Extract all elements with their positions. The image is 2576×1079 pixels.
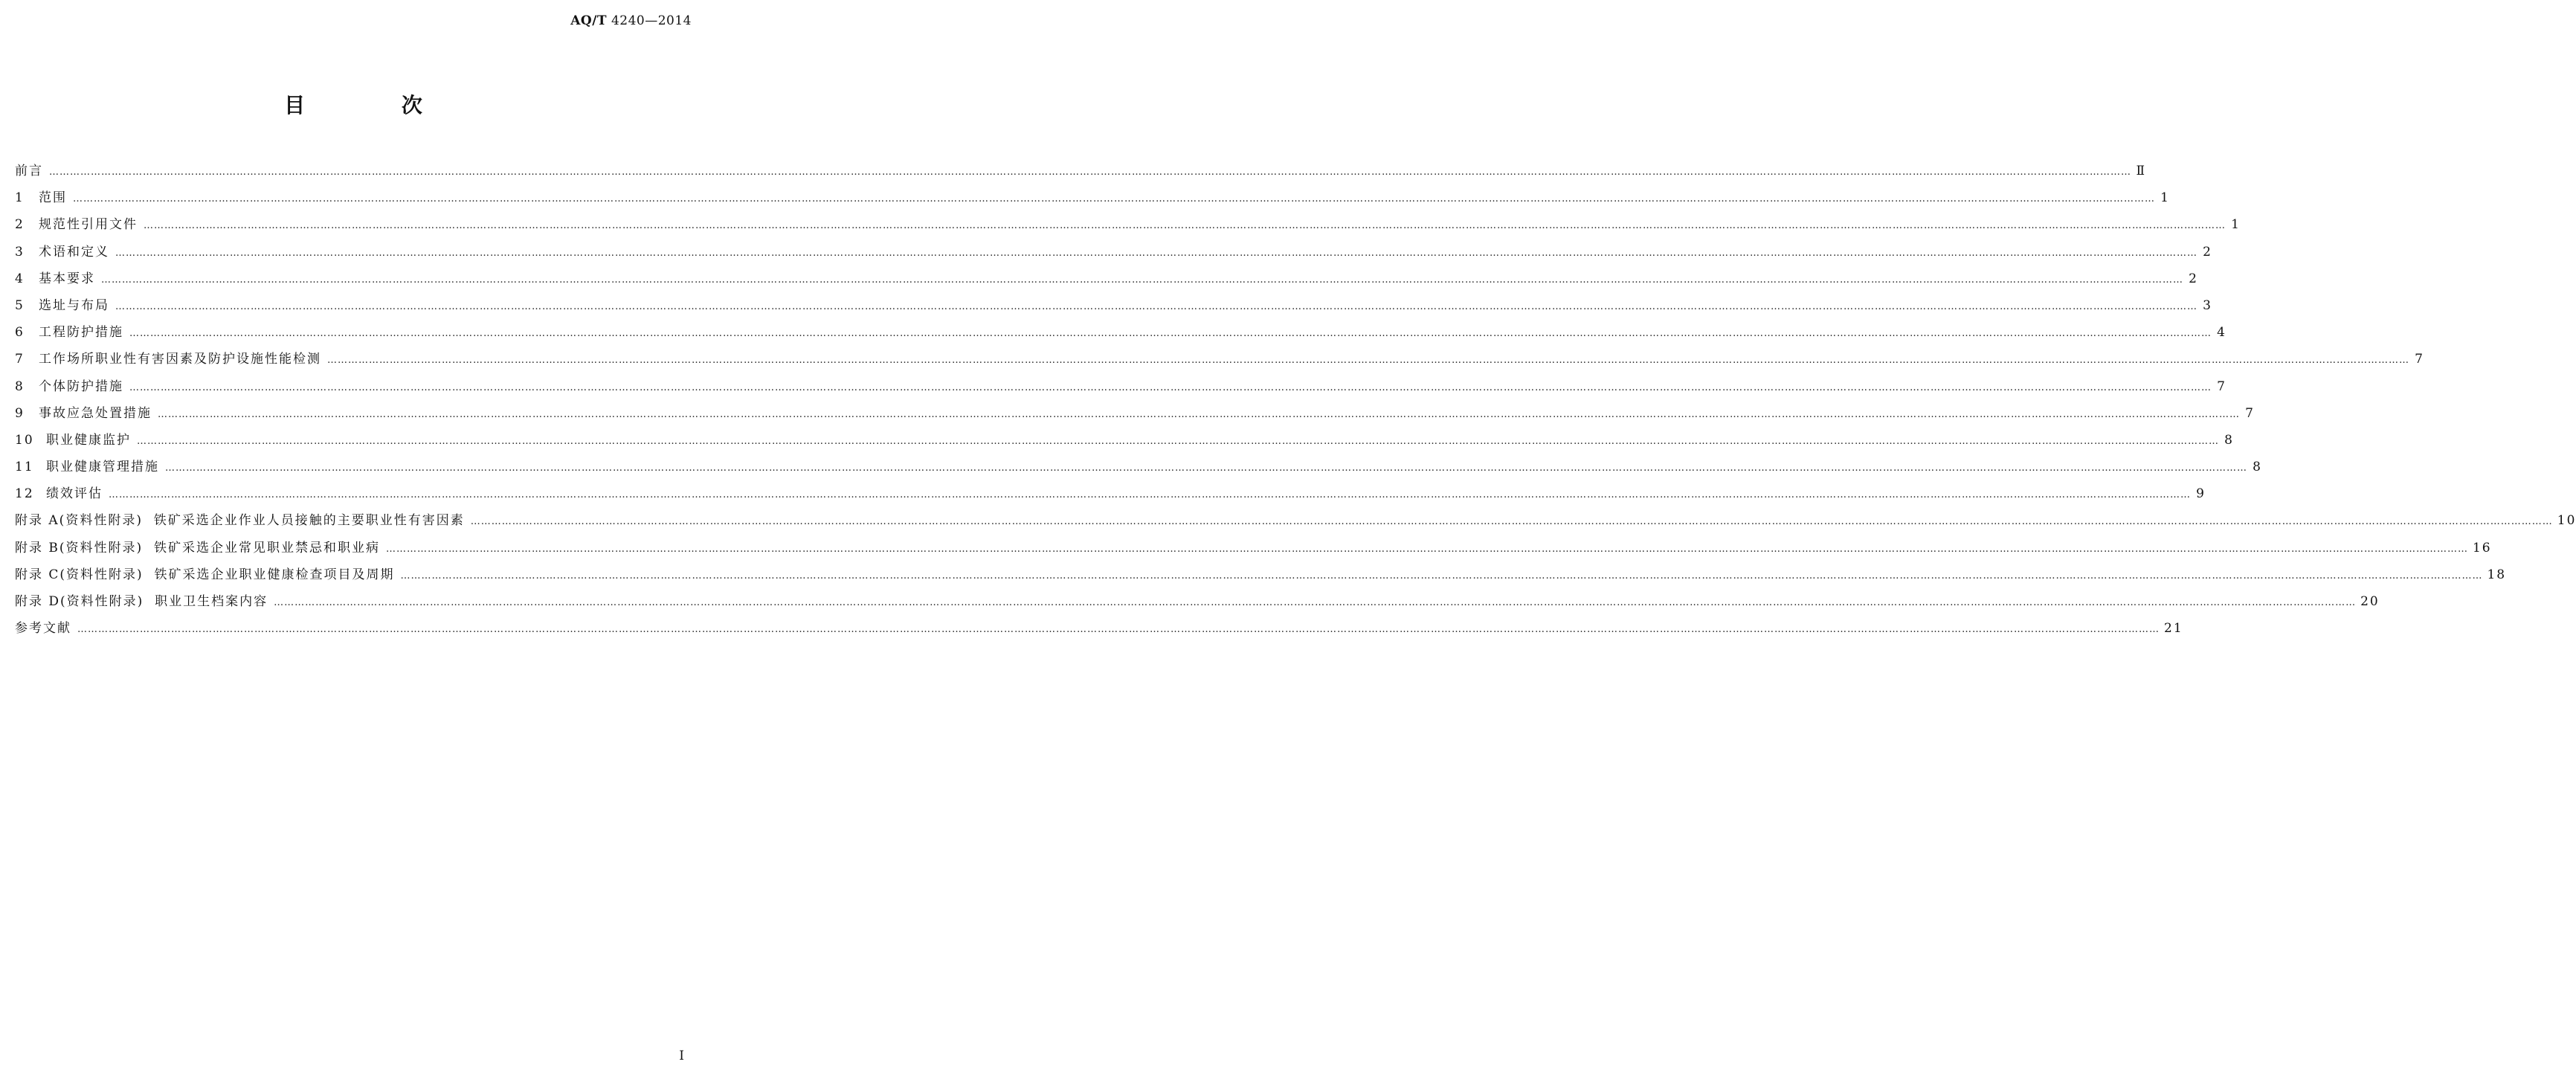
- standard-number: 4240—2014: [611, 13, 692, 28]
- toc-entry-text: 工作场所职业性有害因素及防护设施性能检测: [39, 352, 321, 367]
- toc-entry-page: 2: [2203, 244, 2212, 260]
- toc-entry-number: 11: [15, 460, 34, 475]
- dot-leader: ……………………………………………………………………………………………………………………………………………………………………………………………………………………………………………………………………………………………………………………………………………………………………………………………………………………………………………………………………………………………………………………………………………………: [165, 463, 2247, 474]
- dot-leader: ……………………………………………………………………………………………………………………………………………………………………………………………………………………………………………………………………………………………………………………………………………………………………………………………………………………………………………………………………………………………………………………………………………………: [385, 543, 2468, 555]
- table-of-contents: [15, 158, 2576, 642]
- toc-entry-text: 基本要求: [39, 271, 95, 286]
- toc-entry-page: 21: [2164, 621, 2183, 637]
- toc-entry[interactable]: [15, 454, 2262, 480]
- dot-leader: ……………………………………………………………………………………………………………………………………………………………………………………………………………………………………………………………………………………………………………………………………………………………………………………………………………………………………………………………………………………………………………………………………………………: [158, 408, 2240, 420]
- toc-entry-text: 绩效评估: [46, 486, 103, 502]
- toc-entry-page: 4: [2217, 325, 2226, 341]
- toc-entry-page: 2: [2189, 271, 2198, 286]
- toc-entry-appendix-b[interactable]: [15, 535, 2492, 561]
- toc-entry-text: 规范性引用文件: [39, 217, 138, 233]
- toc-entry-number: 12: [15, 486, 34, 502]
- toc-entry-number: 1: [15, 190, 25, 206]
- toc-entry[interactable]: [15, 158, 2146, 184]
- toc-entry-page: 3: [2203, 297, 2212, 313]
- toc-entry-page: 18: [2487, 567, 2507, 582]
- toc-entry-page: Ⅱ: [2136, 164, 2146, 178]
- dot-leader: ……………………………………………………………………………………………………………………………………………………………………………………………………………………………………………………………………………………………………………………………………………………………………………………………………………………………………………………………………………………………………………………………………………………: [274, 597, 2357, 608]
- toc-entry-number: 4: [15, 271, 25, 286]
- toc-entry-page: 1: [2160, 190, 2170, 206]
- toc-entry-text: 附录 C(资料性附录) 铁矿采选企业职业健康检查项目及周期: [15, 567, 395, 582]
- toc-entry-page: 9: [2196, 486, 2206, 502]
- toc-entry-page: 8: [2224, 432, 2234, 448]
- toc-entry-page: 1: [2231, 217, 2241, 233]
- dot-leader: ……………………………………………………………………………………………………………………………………………………………………………………………………………………………………………………………………………………………………………………………………………………………………………………………………………………………………………………………………………………………………………………………………………………: [400, 570, 2483, 582]
- toc-entry[interactable]: [15, 400, 2255, 427]
- toc-entry-text: 附录 D(资料性附录) 职业卫生档案内容: [15, 594, 268, 609]
- dot-leader: ……………………………………………………………………………………………………………………………………………………………………………………………………………………………………………………………………………………………………………………………………………………………………………………………………………………………………………………………………………………………………………………………………………………: [77, 624, 2160, 636]
- toc-entry-number: 9: [15, 405, 25, 421]
- toc-entry[interactable]: [15, 211, 2241, 238]
- toc-entry[interactable]: [15, 184, 2170, 211]
- toc-entry-page: 20: [2360, 594, 2380, 609]
- dot-leader: ……………………………………………………………………………………………………………………………………………………………………………………………………………………………………………………………………………………………………………………………………………………………………………………………………………………………………………………………………………………………………………………………………………………: [137, 435, 2219, 447]
- toc-entry[interactable]: [15, 239, 2212, 265]
- dot-leader: ……………………………………………………………………………………………………………………………………………………………………………………………………………………………………………………………………………………………………………………………………………………………………………………………………………………………………………………………………………………………………………………………………………………: [129, 328, 2212, 340]
- toc-entry[interactable]: [15, 480, 2206, 507]
- dot-leader: ……………………………………………………………………………………………………………………………………………………………………………………………………………………………………………………………………………………………………………………………………………………………………………………………………………………………………………………………………………………………………………………………………………………: [327, 355, 2409, 367]
- toc-entry[interactable]: [15, 373, 2226, 400]
- toc-entry-number: 6: [15, 325, 25, 341]
- standard-header: [570, 13, 692, 28]
- page-title: 目 次: [284, 93, 467, 117]
- toc-entry-page: 7: [2245, 405, 2255, 421]
- dot-leader: ……………………………………………………………………………………………………………………………………………………………………………………………………………………………………………………………………………………………………………………………………………………………………………………………………………………………………………………………………………………………………………………………………………………: [73, 193, 2155, 205]
- toc-entry-text: 工程防护措施: [39, 325, 123, 341]
- standard-code: AQ/T: [570, 13, 608, 28]
- toc-entry-text: 范围: [39, 190, 67, 206]
- dot-leader: ……………………………………………………………………………………………………………………………………………………………………………………………………………………………………………………………………………………………………………………………………………………………………………………………………………………………………………………………………………………………………………………………………………………: [144, 220, 2226, 232]
- page-number: Ⅰ: [679, 1049, 684, 1063]
- toc-entry-text: 选址与布局: [39, 297, 109, 313]
- toc-entry-appendix-c[interactable]: [15, 561, 2507, 588]
- toc-entry[interactable]: [15, 319, 2226, 346]
- toc-entry-page: 8: [2253, 460, 2262, 475]
- toc-entry-number: 3: [15, 244, 25, 260]
- toc-entry-number: 7: [15, 352, 25, 367]
- toc-entry-text: 职业健康监护: [46, 432, 131, 448]
- toc-entry-text: 事故应急处置措施: [39, 405, 152, 421]
- toc-entry-text: 参考文献: [15, 621, 71, 637]
- toc-entry-page: 10: [2557, 513, 2576, 529]
- toc-entry-appendix-d[interactable]: [15, 588, 2380, 615]
- toc-entry-number: 2: [15, 217, 25, 233]
- toc-entry-text: 术语和定义: [39, 244, 109, 260]
- toc-entry-text: 个体防护措施: [39, 379, 123, 394]
- dot-leader: ……………………………………………………………………………………………………………………………………………………………………………………………………………………………………………………………………………………………………………………………………………………………………………………………………………………………………………………………………………………………………………………………………………………: [101, 274, 2183, 286]
- toc-entry-text: 前言: [15, 164, 43, 178]
- toc-entry-number: 8: [15, 379, 25, 394]
- toc-entry[interactable]: [15, 265, 2198, 292]
- toc-entry-page: 16: [2472, 540, 2492, 555]
- toc-entry-text: 职业健康管理措施: [46, 460, 159, 475]
- dot-leader: ……………………………………………………………………………………………………………………………………………………………………………………………………………………………………………………………………………………………………………………………………………………………………………………………………………………………………………………………………………………………………………………………………………………: [109, 489, 2191, 501]
- toc-entry[interactable]: [15, 427, 2234, 454]
- toc-entry-references[interactable]: [15, 615, 2183, 642]
- toc-entry-page: 7: [2415, 352, 2424, 367]
- dot-leader: ……………………………………………………………………………………………………………………………………………………………………………………………………………………………………………………………………………………………………………………………………………………………………………………………………………………………………………………………………………………………………………………………………………………: [470, 516, 2553, 528]
- toc-entry-number: 5: [15, 297, 25, 313]
- toc-entry[interactable]: [15, 292, 2212, 319]
- dot-leader: ……………………………………………………………………………………………………………………………………………………………………………………………………………………………………………………………………………………………………………………………………………………………………………………………………………………………………………………………………………………………………………………………………………………: [115, 300, 2197, 312]
- toc-entry-appendix-a[interactable]: [15, 507, 2576, 534]
- dot-leader: ……………………………………………………………………………………………………………………………………………………………………………………………………………………………………………………………………………………………………………………………………………………………………………………………………………………………………………………………………………………………………………………………………………………: [115, 247, 2197, 259]
- dot-leader: ……………………………………………………………………………………………………………………………………………………………………………………………………………………………………………………………………………………………………………………………………………………………………………………………………………………………………………………………………………………………………………………………………………………: [49, 167, 2131, 178]
- toc-entry[interactable]: [15, 346, 2424, 373]
- toc-entry-page: 7: [2217, 379, 2226, 394]
- toc-entry-text: 附录 B(资料性附录) 铁矿采选企业常见职业禁忌和职业病: [15, 540, 380, 555]
- toc-entry-number: 10: [15, 432, 34, 448]
- dot-leader: ……………………………………………………………………………………………………………………………………………………………………………………………………………………………………………………………………………………………………………………………………………………………………………………………………………………………………………………………………………………………………………………………………………………: [129, 381, 2212, 393]
- toc-entry-text: 附录 A(资料性附录) 铁矿采选企业作业人员接触的主要职业性有害因素: [15, 513, 465, 529]
